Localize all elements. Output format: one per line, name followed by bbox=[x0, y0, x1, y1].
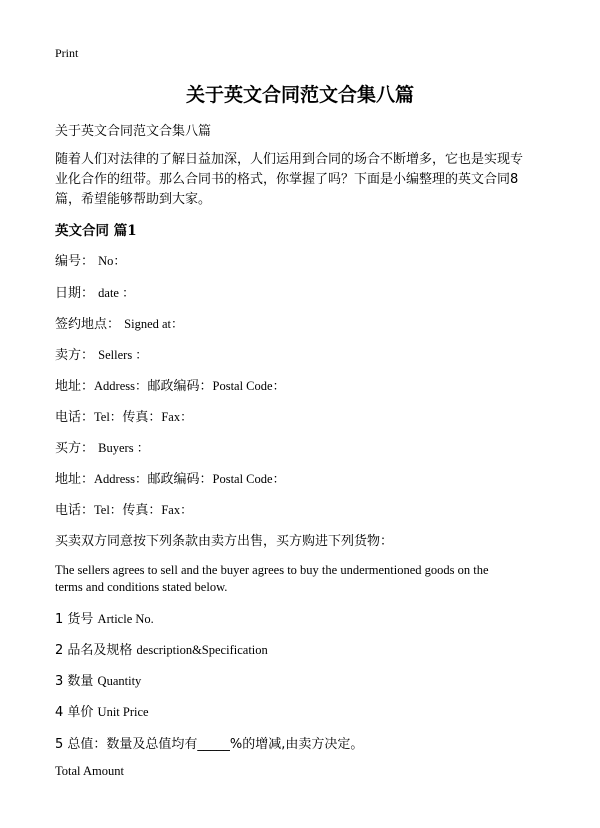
field-seller bbox=[55, 344, 148, 363]
field-label: 日期： bbox=[55, 286, 95, 301]
item-total-value bbox=[55, 733, 363, 752]
item-label-en: Article No. bbox=[97, 612, 154, 626]
item-label: 3 数量 bbox=[55, 674, 94, 689]
field-label: 传真： bbox=[122, 503, 162, 518]
item-label-en: Unit Price bbox=[97, 705, 149, 719]
field-label: 编号： bbox=[55, 254, 95, 269]
intro-paragraph bbox=[55, 150, 555, 210]
field-label-en: Postal Code： bbox=[212, 472, 286, 486]
field-label-en: date ： bbox=[98, 286, 135, 300]
field-label: 地址： bbox=[55, 379, 95, 394]
field-label-en: Address： bbox=[94, 472, 148, 486]
item-label-en: description&Specification bbox=[136, 643, 268, 657]
field-seller-phone bbox=[55, 406, 193, 425]
section-heading: 英文合同 篇1 bbox=[55, 223, 137, 239]
total-amount-label: Total Amount bbox=[55, 764, 124, 778]
document-subtitle: 关于英文合同范文合集八篇 bbox=[55, 124, 212, 139]
agreement-statement-en bbox=[55, 562, 535, 596]
print-label: Print bbox=[55, 46, 79, 60]
field-buyer-address bbox=[55, 468, 285, 487]
field-label-en: Postal Code： bbox=[212, 379, 286, 393]
field-label: 电话： bbox=[55, 503, 95, 518]
field-label-en: Buyers ： bbox=[98, 441, 150, 455]
agreement-line: The sellers agrees to sell and the buyer agrees to buy the undermentioned goods on the bbox=[55, 563, 489, 577]
item-description bbox=[55, 639, 268, 658]
item-label-en: Quantity bbox=[97, 674, 142, 688]
field-label: 传真： bbox=[122, 410, 162, 425]
agreement-line: terms and conditions stated below. bbox=[55, 580, 228, 594]
field-label: 电话： bbox=[55, 410, 95, 425]
item-article-no bbox=[55, 608, 154, 627]
agreement-statement-cn: 买卖双方同意按下列条款由卖方出售，买方购进下列货物： bbox=[55, 534, 394, 549]
field-label: 买方： bbox=[55, 441, 95, 456]
field-label-en: Fax： bbox=[161, 410, 193, 424]
field-seller-address bbox=[55, 375, 285, 394]
item-label: 2 品名及规格 bbox=[55, 643, 133, 658]
item-label: 1 货号 bbox=[55, 612, 94, 627]
item-unit-price bbox=[55, 701, 149, 720]
field-number bbox=[55, 250, 126, 269]
field-buyer bbox=[55, 437, 149, 456]
document-title: 关于英文合同范文合集八篇 bbox=[185, 84, 414, 106]
field-label: 签约地点： bbox=[55, 317, 121, 332]
intro-line: 篇，希望能够帮助到大家。 bbox=[55, 192, 212, 207]
field-label-en: Address： bbox=[94, 379, 148, 393]
intro-line: 随着人们对法律的了解日益加深，人们运用到合同的场合不断增多，它也是实现专 bbox=[55, 152, 524, 167]
field-label-en: Tel： bbox=[94, 503, 123, 517]
field-buyer-phone bbox=[55, 499, 193, 518]
field-label: 卖方： bbox=[55, 348, 95, 363]
field-date bbox=[55, 282, 135, 301]
field-label-en: Fax： bbox=[161, 503, 193, 517]
field-label-en: Tel： bbox=[94, 410, 123, 424]
item-quantity bbox=[55, 670, 141, 689]
field-label: 邮政编码： bbox=[147, 472, 213, 487]
field-label-en: Sellers ： bbox=[98, 348, 148, 362]
intro-line: 业化合作的纽带。那么合同书的格式，你掌握了吗？下面是小编整理的英文合同8 bbox=[55, 172, 519, 187]
field-label: 邮政编码： bbox=[147, 379, 213, 394]
field-label-en: No： bbox=[98, 254, 126, 268]
field-label: 地址： bbox=[55, 472, 95, 487]
field-signed-at bbox=[55, 313, 184, 332]
field-label-en: Signed at： bbox=[124, 317, 184, 331]
item-label: 4 单价 bbox=[55, 705, 94, 720]
item-label: 5 总值：数量及总值均有_____%的增减,由卖方决定。 bbox=[55, 737, 364, 752]
